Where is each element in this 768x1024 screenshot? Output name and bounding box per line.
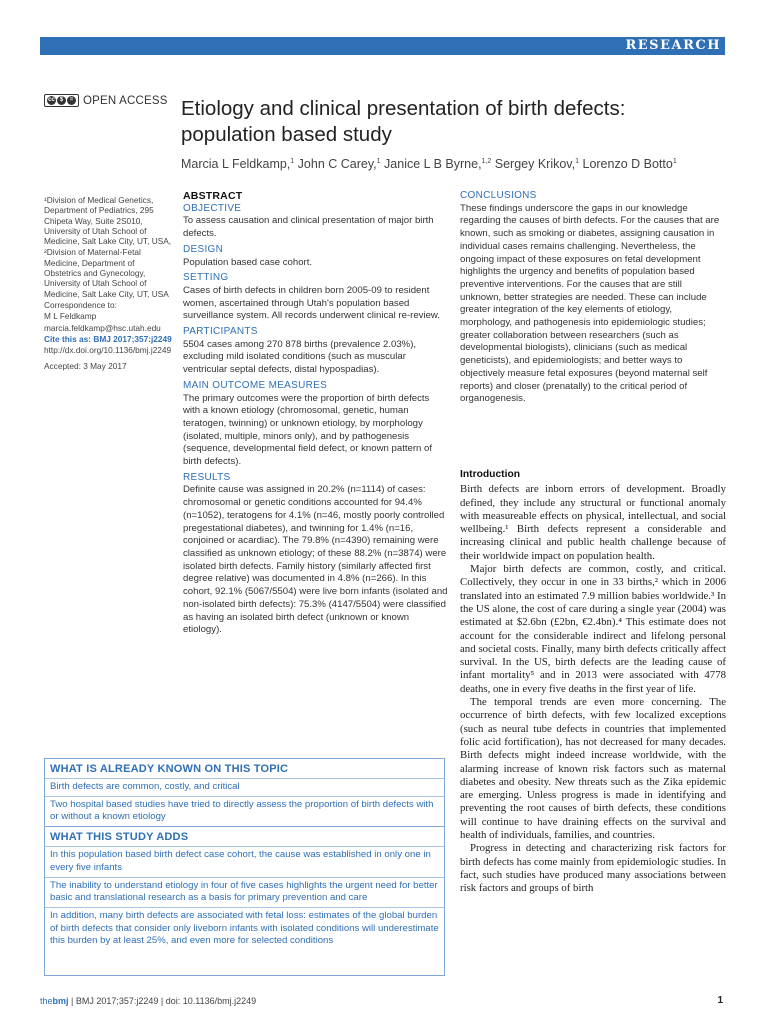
affiliation-1: ¹Division of Medical Genetics, Department of Pediatrics, 295 Chipeta Way, Suite 2S010, University of Utah School of Medicine, Salt Lake City, UT, USA, [44, 195, 172, 247]
participants-heading: PARTICIPANTS [183, 326, 258, 338]
author-affiliation-marker: 1 [672, 157, 677, 165]
adds-item: In this population based birth defect case cohort, the cause was established in only one in every five infants [45, 846, 444, 876]
section-bar [40, 37, 725, 55]
known-item: Two hospital based studies have tried to directly assess the proportion of birth defects with or without a known etiology [45, 796, 444, 826]
already-known-heading: WHAT IS ALREADY KNOWN ON THIS TOPIC [50, 763, 289, 775]
intro-paragraph: Birth defects are inborn errors of development. Broadly defined, they include any structural or functional anomaly with measureable effects on physical, intellectual, and social wellbeing.¹ Birth defects represent a considerable and increasing clinical and public health challenge because of their worldwide impact on population health. [460, 483, 726, 562]
bmj-logo: thebmj [40, 996, 69, 1006]
page-number: 1 [717, 995, 723, 1006]
objective-heading: OBJECTIVE [183, 202, 242, 214]
doi-link[interactable]: http://dx.doi.org/10.1136/bmj.j2249 [44, 345, 172, 356]
objective-text: To assess causation and clinical presentation of major birth defects. [183, 215, 434, 240]
footer-citation: | BMJ 2017;357:j2249 | doi: 10.1136/bmj.j2249 [68, 996, 257, 1006]
page-footer [40, 996, 725, 1010]
setting-text: Cases of birth defects in children born 2005-09 to resident women, ascertained through Utah's population based surveillance system. All records underwent clinical re-review. [183, 284, 440, 322]
design-heading: DESIGN [183, 243, 224, 255]
conclusions-column [460, 190, 725, 406]
abstract-heading: ABSTRACT [183, 190, 243, 202]
author-name: Marcia L Feldkamp, [181, 157, 291, 171]
open-access-tag [44, 94, 168, 107]
results-text: Definite cause was assigned in 20.2% (n=1114) of cases: chromosomal or genetic conditions accounted for 94.4% (n=1052), teratogens for 4.1% (n=46, mostly poorly controlled pregestational diabetes), and twinning for 1.4% (n=16, conjoined or acardiac). The 79.8% (n=4390) remaining were classified as unknown etiology; of these 88.2% (n=3874) were isolated birth defects. Family history (similarly affected first degree relative) was documented in 4.8% (n=266). In this cohort, 92.1% (5067/5504) were live born infants (isolated and non-isolated birth defects): 75.3% (4147/5504) were classified as having an isolated birth defect (unknown or known etiology). [183, 484, 448, 636]
author-list [181, 157, 701, 171]
participants-text: 5504 cases among 270 878 births (prevalence 2.03%), excluding mild isolated conditions (such as muscular ventricular septal defects, distal hypospadias). [183, 338, 417, 376]
section-label: RESEARCH [625, 38, 721, 53]
creative-commons-icon: cc $ = [44, 94, 79, 107]
outcomes-heading: MAIN OUTCOME MEASURES [183, 379, 328, 391]
accepted-label: Accepted: [44, 361, 81, 372]
introduction-heading: Introduction [460, 469, 521, 480]
study-adds-heading: WHAT THIS STUDY ADDS [45, 826, 444, 846]
author-name: Janice L B Byrne, [380, 157, 482, 171]
outcomes-text: The primary outcomes were the proportion of birth defects with a known etiology (chromosomal, genetic, human teratogen, twinning) or unknown etiology, by morphology (isolated, multiple, minors only), and by pathogenesis (sequence, developmental field defect, or known pattern of birth defects). [183, 392, 433, 468]
citation-line [44, 334, 172, 344]
conclusions-heading: CONCLUSIONS [460, 190, 537, 201]
summary-box [44, 758, 445, 976]
setting-heading: SETTING [183, 272, 229, 284]
author-affiliation-marker: 1 [575, 157, 580, 165]
known-item: Birth defects are common, costly, and critical [45, 778, 444, 796]
author-name: Sergey Krikov, [491, 157, 576, 171]
correspondence-name: M L Feldkamp [44, 311, 97, 322]
abstract-column [183, 190, 448, 638]
design-text: Population based case cohort. [183, 256, 313, 268]
adds-item: The inability to understand etiology in four of five cases highlights the urgent need for better basic and translational research as a basis for primary prevention and care [45, 877, 444, 907]
adds-item: In addition, many birth defects are associated with fetal loss: estimates of the global burden of birth defects that consider only liveborn infants with isolated conditions will underestimate this burden by at least 25%, and even more for selected conditions [45, 907, 444, 950]
intro-paragraph: The temporal trends are even more concerning. The occurrence of birth defects, with few localized exceptions (such as neural tube defects in countries that implemented folic acid fortification), has not decreased for many decades. Birth defects might indeed increase worldwide, with the alarming increase of known risk factors such as maternal diabetes and obesity. New threats such as the Zika epidemic are emerging. Unless progress is made in identifying and preventing the root causes of birth defects, these conditions will continue to have draining effects on the survival and health of individuals, families, and countries. [460, 696, 726, 842]
author-name: Lorenzo D Botto [579, 157, 673, 171]
cite-label: Cite this as: [44, 333, 92, 344]
affiliation-2: ²Division of Maternal-Fetal Medicine, Department of Obstetrics and Gynecology, University of Utah School of Medicine, Salt Lake City, UT, USA [44, 247, 169, 299]
intro-paragraph: Major birth defects are common, costly, and critical. Collectively, they occur in one in 33 births,² which in 2006 translated into an estimated 7.9 million babies worldwide.³ In the US alone, the cost of care during a single year (2004) was estimated at $2.6bn (£2bn, €2.4bn).⁴ This estimate does not account for the considerable indirect and lifelong personal and societal costs. Finally, many birth defects critically affect survival. In the US, birth defects are the leading cause of infant mortality⁵ and in 2013 were associated with 4778 deaths, one in every five deaths in the first year of life. [460, 563, 726, 695]
open-access-label: OPEN ACCESS [83, 94, 168, 107]
author-affiliation-marker: 1 [376, 157, 381, 165]
author-name: John C Carey, [294, 157, 377, 171]
cite-text: BMJ 2017;357:j2249 [93, 333, 172, 344]
correspondence-email[interactable]: marcia.feldkamp@hsc.utah.edu [44, 322, 161, 333]
results-heading: RESULTS [183, 471, 231, 483]
correspondence-label: Correspondence to: [44, 299, 117, 310]
accepted-date: 3 May 2017 [83, 361, 127, 372]
article-title: Etiology and clinical presentation of birth defects: population based study [181, 97, 626, 146]
accepted-line [44, 361, 172, 371]
conclusions-text: These findings underscore the gaps in our knowledge regarding the causes of birth defects. For the causes that are known, such as smoking or diabetes, assigning causation in individual cases remains challenging. Nevertheless, the ongoing impact of these exposures on fetal development highlights the urgency and benefits of population based preventive interventions. For the causes that are still unknown, better strategies are needed. These can include greater integration of the key elements of etiology, morphology, and pathogenesis into epidemiologic studies; greater collaboration between researchers (such as developmental biologists), clinicians (such as medical geneticists), and epidemiologists; and better ways to objectively measure fetal exposures (beyond maternal self reports) and closer (prenatally) to the critical period of organogenesis. [460, 202, 720, 405]
author-affiliation-marker: 1,2 [481, 157, 492, 165]
author-affiliation-marker: 1 [290, 157, 295, 165]
affiliations-sidebar [44, 195, 172, 373]
intro-paragraph: Progress in detecting and characterizing risk factors for birth defects has come mainly from epidemiologic studies. In fact, such studies have produced many associations between risk factors and groups of birth [460, 842, 726, 895]
introduction-section [460, 468, 726, 896]
